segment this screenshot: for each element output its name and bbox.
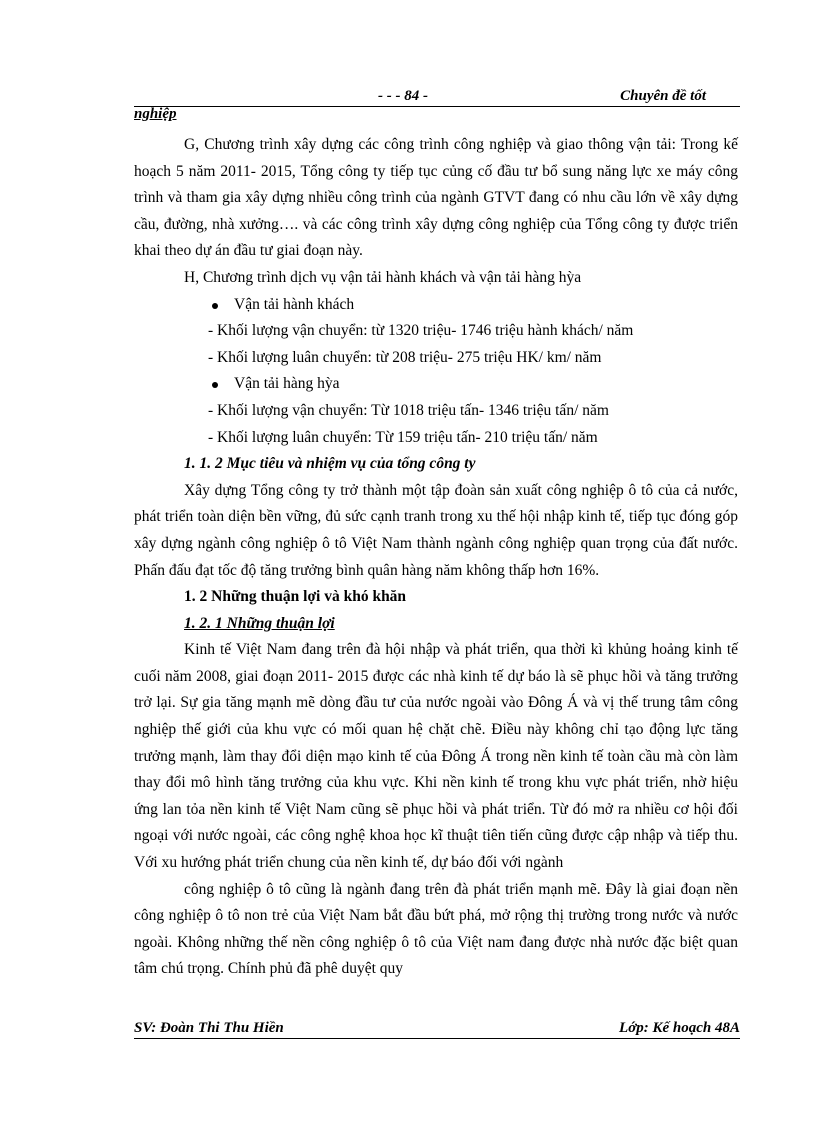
list-item: - Khối lượng luân chuyển: từ 208 triệu- 275 triệu HK/ km/ năm <box>208 348 602 366</box>
paragraph-goals: Xây dựng Tổng công ty trở thành một tập đoàn sản xuất công nghiệp ô tô của cả nước, phát triển toàn diện bền vững, đủ sức cạnh tranh trong xu thế hội nhập kinh tế, tiếp tục đóng góp xây dựng ngành công nghiệp ô tô Việt Nam thành ngành công nghiệp quan trọng của đất nước. Phấn đấu đạt tốc độ tăng trưởng bình quân hàng năm không thấp hơn 16%. <box>134 481 738 579</box>
bullet-label: Vận tải hàng hỳa <box>234 375 340 393</box>
section-heading: 1. 2 Những thuận lợi và khó khăn <box>184 588 407 606</box>
page-header <box>134 88 740 107</box>
paragraph-h: H, Chương trình dịch vụ vận tải hành khách và vận tải hàng hỳa <box>184 268 582 286</box>
header-title: Chuyên đề tốt <box>620 88 706 104</box>
page-footer <box>134 1020 740 1039</box>
list-item: - Khối lượng luân chuyển: Từ 159 triệu tấn- 210 triệu tấn/ năm <box>208 428 598 446</box>
paragraph-g: G, Chương trình xây dựng các công trình công nghiệp và giao thông vận tải: Trong kế hoạch 5 năm 2011- 2015, Tổng công ty tiếp tục củng cố đầu tư bổ sung năng lực xe máy công trình và tham gia xây dựng nhiều công trình của ngành GTVT đang có nhu cầu lớn về xây dựng cầu, đường, nhà xưởng…. và các công trình xây dựng công nghiệp của Tổng công ty được triển khai theo dự án đầu tư giai đoạn này. <box>134 136 738 260</box>
bullet-label: Vận tải hành khách <box>234 295 355 313</box>
bullet-icon <box>212 303 218 309</box>
document-body <box>134 132 738 983</box>
paragraph-advantages-1: Kinh tế Việt Nam đang trên đà hội nhập và phát triển, qua thời kì khủng hoảng kinh tế cuối năm 2008, giai đoạn 2011- 2015 được các nhà kinh tế dự báo là sẽ phục hồi và tăng trưởng trở lại. Sự gia tăng mạnh mẽ dòng đầu tư của nước ngoài vào Đông Á và vị thế trung tâm công nghiệp thế giới của khu vực có mối quan hệ chặt chẽ. Điều này không chỉ tạo động lực tăng trưởng mạnh, làm thay đổi diện mạo kinh tế của Đông Á trong nền kinh tế toàn cầu mà còn làm thay đổi mô hình tăng trưởng của khu vực. Khi nền kinh tế trong khu vực phát triển, nhờ hiệu ứng lan tỏa nền kinh tế Việt Nam cũng sẽ phục hồi và phát triển. Từ đó mở ra nhiều cơ hội đối ngoại với nước ngoài, các công nghệ khoa học kĩ thuật tiên tiến cũng được cập nhập và tiếp thu. Với xu hướng phát triển chung của nền kinh tế, dự báo đối với ngành <box>134 641 738 872</box>
header-title-continuation: nghiệp <box>134 106 177 122</box>
section-heading: 1. 1. 2 Mục tiêu và nhiệm vụ của tổng công ty <box>184 455 476 473</box>
subsection-heading <box>134 611 738 638</box>
subsection-heading-text: 1. 2. 1 Những thuận lợi <box>184 614 335 632</box>
bullet-item <box>134 371 738 398</box>
page-number: - - - 84 - <box>378 88 428 104</box>
footer-class: Lớp: Kế hoạch 48A <box>619 1020 740 1036</box>
list-item: - Khối lượng vận chuyển: Từ 1018 triệu tấn- 1346 triệu tấn/ năm <box>208 401 609 419</box>
list-item: - Khối lượng vận chuyển: từ 1320 triệu- 1746 triệu hành khách/ năm <box>208 322 634 340</box>
footer-student: SV: Đoàn Thi Thu Hiền <box>134 1020 284 1036</box>
bullet-item <box>134 292 738 319</box>
paragraph-advantages-2: công nghiệp ô tô cũng là ngành đang trên đà phát triển mạnh mẽ. Đây là giai đoạn nền công nghiệp ô tô non trẻ của Việt Nam bắt đầu bứt phá, mở rộng thị trường trong nước và nước ngoài. Không những thế nền công nghiệp ô tô của Việt nam đang được nhà nước đặc biệt quan tâm chú trọng. Chính phủ đã phê duyệt quy <box>134 880 738 978</box>
